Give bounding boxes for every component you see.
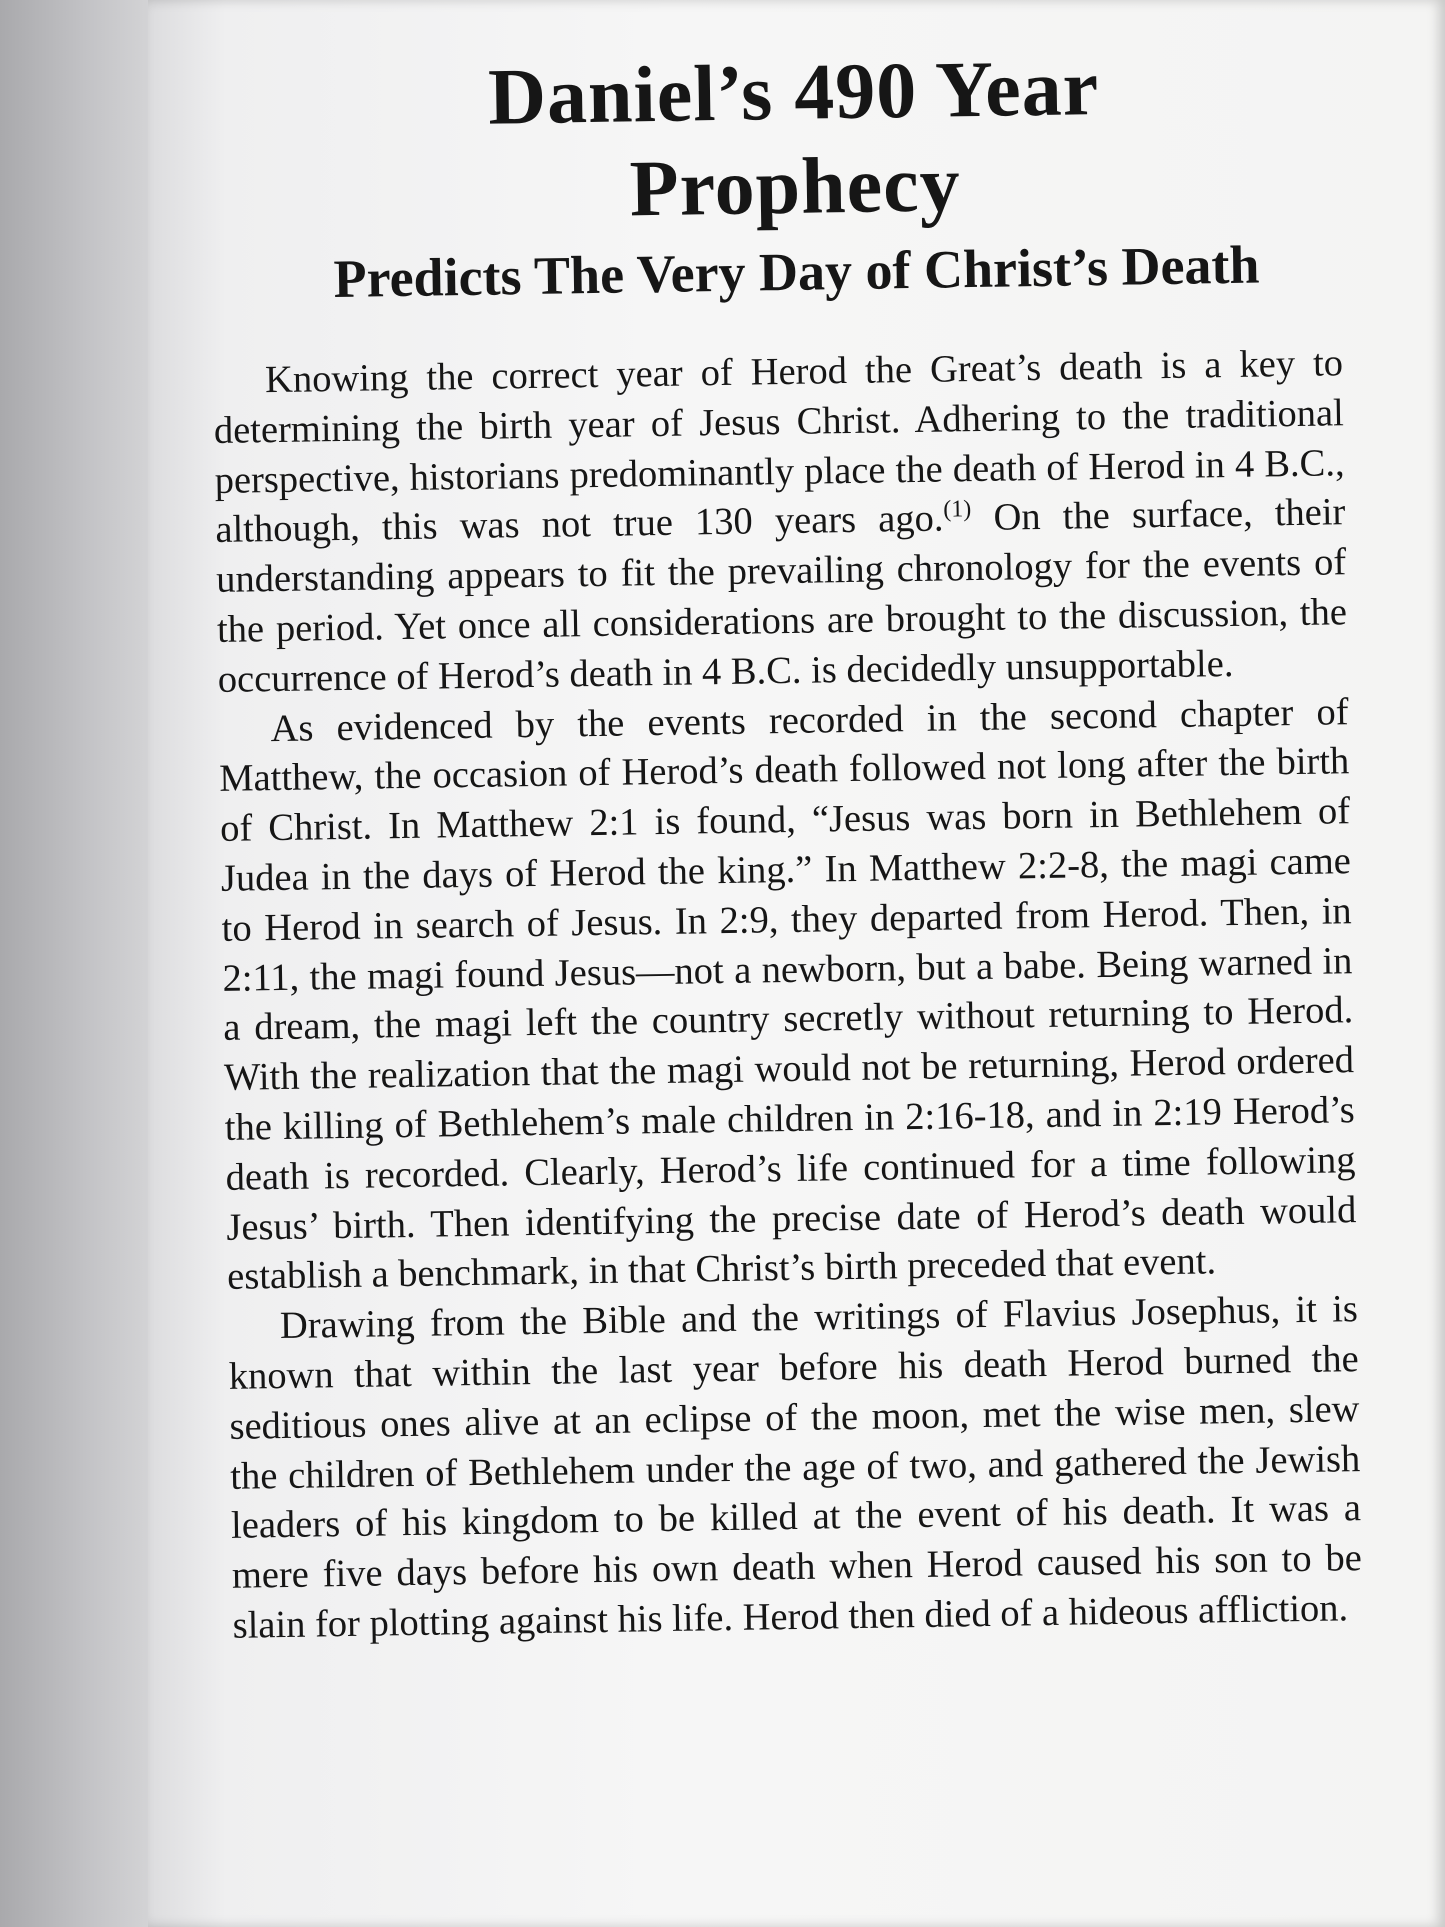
paragraph-1-text: Knowing the correct year of Herod the Great’s death is a key to determining the birth year of Jesus Christ. Adhering to the traditional perspective, historians predominantly place the death of Herod in 4 B.C., although, this was not true 130 years ago. — [213, 342, 1345, 552]
chapter-subtitle: Predicts The Very Day of Christ’s Death — [333, 234, 1260, 310]
paragraph-2: As evidenced by the events recorded in the second chapter of Matthew, the occasion of Herod’s death followed not long after the birth of Christ. In Matthew 2:1 is found, “Jesus was born in Bethlehem of Judea in the days of Herod the king.” In Matthew 2:2-8, the magi came to Herod in search of Jesus. In 2:9, they departed from Herod. Then, in 2:11, the magi found Jesus—not a newborn, but a babe. Being warned in a dream, the magi left the country secretly without returning to Herod. With the realization that the magi would not be returning, Herod ordered the killing of Bethlehem’s male children in 2:16-18, and in 2:19 Herod’s death is recorded. Clearly, Herod’s life continued for a time following Jesus’ birth. Then identifying the precise date of Herod’s death would establish a benchmark, in that Christ’s birth preceded that event. — [219, 690, 1357, 1299]
body-text — [213, 339, 1363, 1651]
paragraph-3: Drawing from the Bible and the writings of Flavius Josephus, it is known that within the last year before his death Herod burned the seditious ones alive at an eclipse of the moon, met the wise men, slew the children of Bethlehem under the age of two, and gathered the Jewish leaders of his kingdom to be killed at the event of his death. It was a mere five days before his own death when Herod caused his son to be slain for plotting against his life. Herod then died of a hideous affliction. — [228, 1288, 1363, 1647]
footnote-marker: (1) — [943, 496, 972, 524]
page-content — [208, 35, 1445, 1652]
chapter-title-line-1: Daniel’s 490 Year — [487, 44, 1100, 142]
book-spine-shadow — [0, 0, 160, 1927]
paragraph-1 — [213, 339, 1348, 705]
chapter-title-line-2: Prophecy — [629, 140, 962, 234]
paragraph-1-text-continued: On the surface, their understanding appears to fit the prevailing chronology for the events of the period. Yet once all considerations are brought to the discussion, the occurrence of Herod’s death in 4 B.C. is decidedly unsupportable. — [215, 491, 1348, 701]
book-page — [148, 0, 1445, 1927]
